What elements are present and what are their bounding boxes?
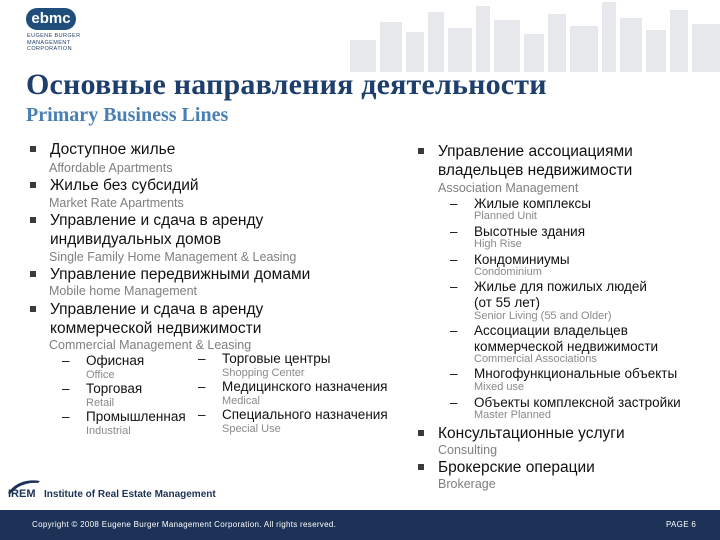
bullet-commercial <box>30 300 330 338</box>
logo-line: EUGENE BURGER <box>27 33 81 39</box>
bullet-consulting <box>418 424 708 443</box>
bullet-brokerage <box>418 458 708 477</box>
irem-text: Institute of Real Estate Management <box>44 489 216 500</box>
bullet-mobile-home <box>30 265 370 284</box>
item-label: Жилье для пожилых людей (от 55 лет) <box>474 279 647 310</box>
bullet-market-rate <box>30 176 360 195</box>
bullet-sub: Mobile home Management <box>49 284 197 298</box>
bullet-square-icon <box>30 146 36 152</box>
dash-mark: – <box>198 351 206 366</box>
item-label: Торговая <box>86 381 143 396</box>
item-sub: Medical <box>222 395 260 407</box>
company-logo: ebmc <box>26 8 76 30</box>
logo-line: CORPORATION <box>27 46 72 52</box>
dash-mark: – <box>450 224 458 239</box>
list-item <box>450 279 660 311</box>
dash-mark: – <box>62 353 70 368</box>
item-sub: Special Use <box>222 423 281 435</box>
item-sub: Senior Living (55 and Older) <box>474 310 612 322</box>
bullet-square-icon <box>418 148 424 154</box>
item-label: Торговые центры <box>222 351 331 366</box>
item-label: Объекты комплексной застройки <box>474 395 681 410</box>
dash-mark: – <box>450 323 458 338</box>
item-label: Многофункциональные объекты <box>474 366 678 381</box>
item-label: Промышленная <box>86 409 186 424</box>
list-item <box>450 366 710 382</box>
bullet-label: Жилье без субсидий <box>50 177 199 194</box>
dash-mark: – <box>62 409 70 424</box>
page-title: Основные направления деятельности <box>26 68 547 101</box>
bullet-square-icon <box>30 217 36 223</box>
bullet-label: Доступное жилье <box>50 141 176 158</box>
dash-mark: – <box>198 379 206 394</box>
bullet-sub: Affordable Apartments <box>49 161 173 175</box>
item-label: Офисная <box>86 353 145 368</box>
irem-mark: IREM <box>8 488 36 500</box>
list-item <box>450 323 670 355</box>
item-label: Ассоциации владельцев коммерческой недвижимости <box>474 323 659 354</box>
item-label: Специального назначения <box>222 407 388 422</box>
bullet-sub: Single Family Home Management & Leasing <box>49 250 297 264</box>
list-item <box>62 353 202 369</box>
list-item <box>198 379 408 395</box>
item-label: Высотные здания <box>474 224 586 239</box>
page-subtitle: Primary Business Lines <box>26 104 229 126</box>
bullet-sub: Brokerage <box>438 477 496 491</box>
company-logo-text <box>27 33 81 53</box>
item-sub: Condominium <box>474 266 542 278</box>
item-sub: Commercial Associations <box>474 353 597 365</box>
bullet-square-icon <box>418 464 424 470</box>
bullet-sub: Association Management <box>438 181 579 195</box>
bullet-sub: Commercial Management & Leasing <box>49 338 252 352</box>
dash-mark: – <box>450 279 458 294</box>
list-item <box>62 381 202 397</box>
item-sub: Shopping Center <box>222 367 305 379</box>
list-item <box>62 409 202 425</box>
dash-mark: – <box>62 381 70 396</box>
item-sub: Master Planned <box>474 409 552 421</box>
item-sub: Office <box>86 369 115 381</box>
logo-line: MANAGEMENT <box>27 39 71 46</box>
bullet-label: Управление передвижными домами <box>50 266 311 283</box>
bullet-square-icon <box>418 430 424 436</box>
dash-mark: – <box>450 252 458 267</box>
item-sub: Retail <box>86 397 115 409</box>
bullet-association <box>418 142 698 180</box>
bullet-label: Управление ассоциациями владельцев недвижимости <box>438 143 633 179</box>
list-item <box>198 407 408 423</box>
bullet-single-family <box>30 211 330 249</box>
city-skyline-graphic <box>350 0 720 72</box>
item-label: Кондоминиумы <box>474 252 570 267</box>
dash-mark: – <box>198 407 206 422</box>
bullet-sub: Consulting <box>438 443 498 457</box>
bullet-label: Управление и сдача в аренду индивидуальных домов <box>50 212 264 248</box>
item-label: Жилые комплексы <box>474 196 591 211</box>
bullet-label: Брокерские операции <box>438 459 595 476</box>
bullet-label: Консультационные услуги <box>438 425 625 442</box>
irem-logo <box>8 479 248 503</box>
bullet-square-icon <box>30 182 36 188</box>
dash-mark: – <box>450 395 458 410</box>
bullet-label: Управление и сдача в аренду коммерческой недвижимости <box>50 301 264 337</box>
list-item <box>198 351 408 367</box>
footer-copyright: Copyright © 2008 Eugene Burger Management Corporation. All rights reserved. <box>32 520 337 529</box>
page-number: PAGE 6 <box>666 520 697 529</box>
dash-mark: – <box>450 196 458 211</box>
item-sub: Mixed use <box>474 381 525 393</box>
dash-mark: – <box>450 366 458 381</box>
item-label: Медицинского назначения <box>222 379 388 394</box>
item-sub: High Rise <box>474 238 522 250</box>
item-sub: Planned Unit <box>474 210 537 222</box>
bullet-square-icon <box>30 271 36 277</box>
bullet-square-icon <box>30 306 36 312</box>
item-sub: Industrial <box>86 425 131 437</box>
bullet-affordable <box>30 140 360 159</box>
bullet-sub: Market Rate Apartments <box>49 196 184 210</box>
